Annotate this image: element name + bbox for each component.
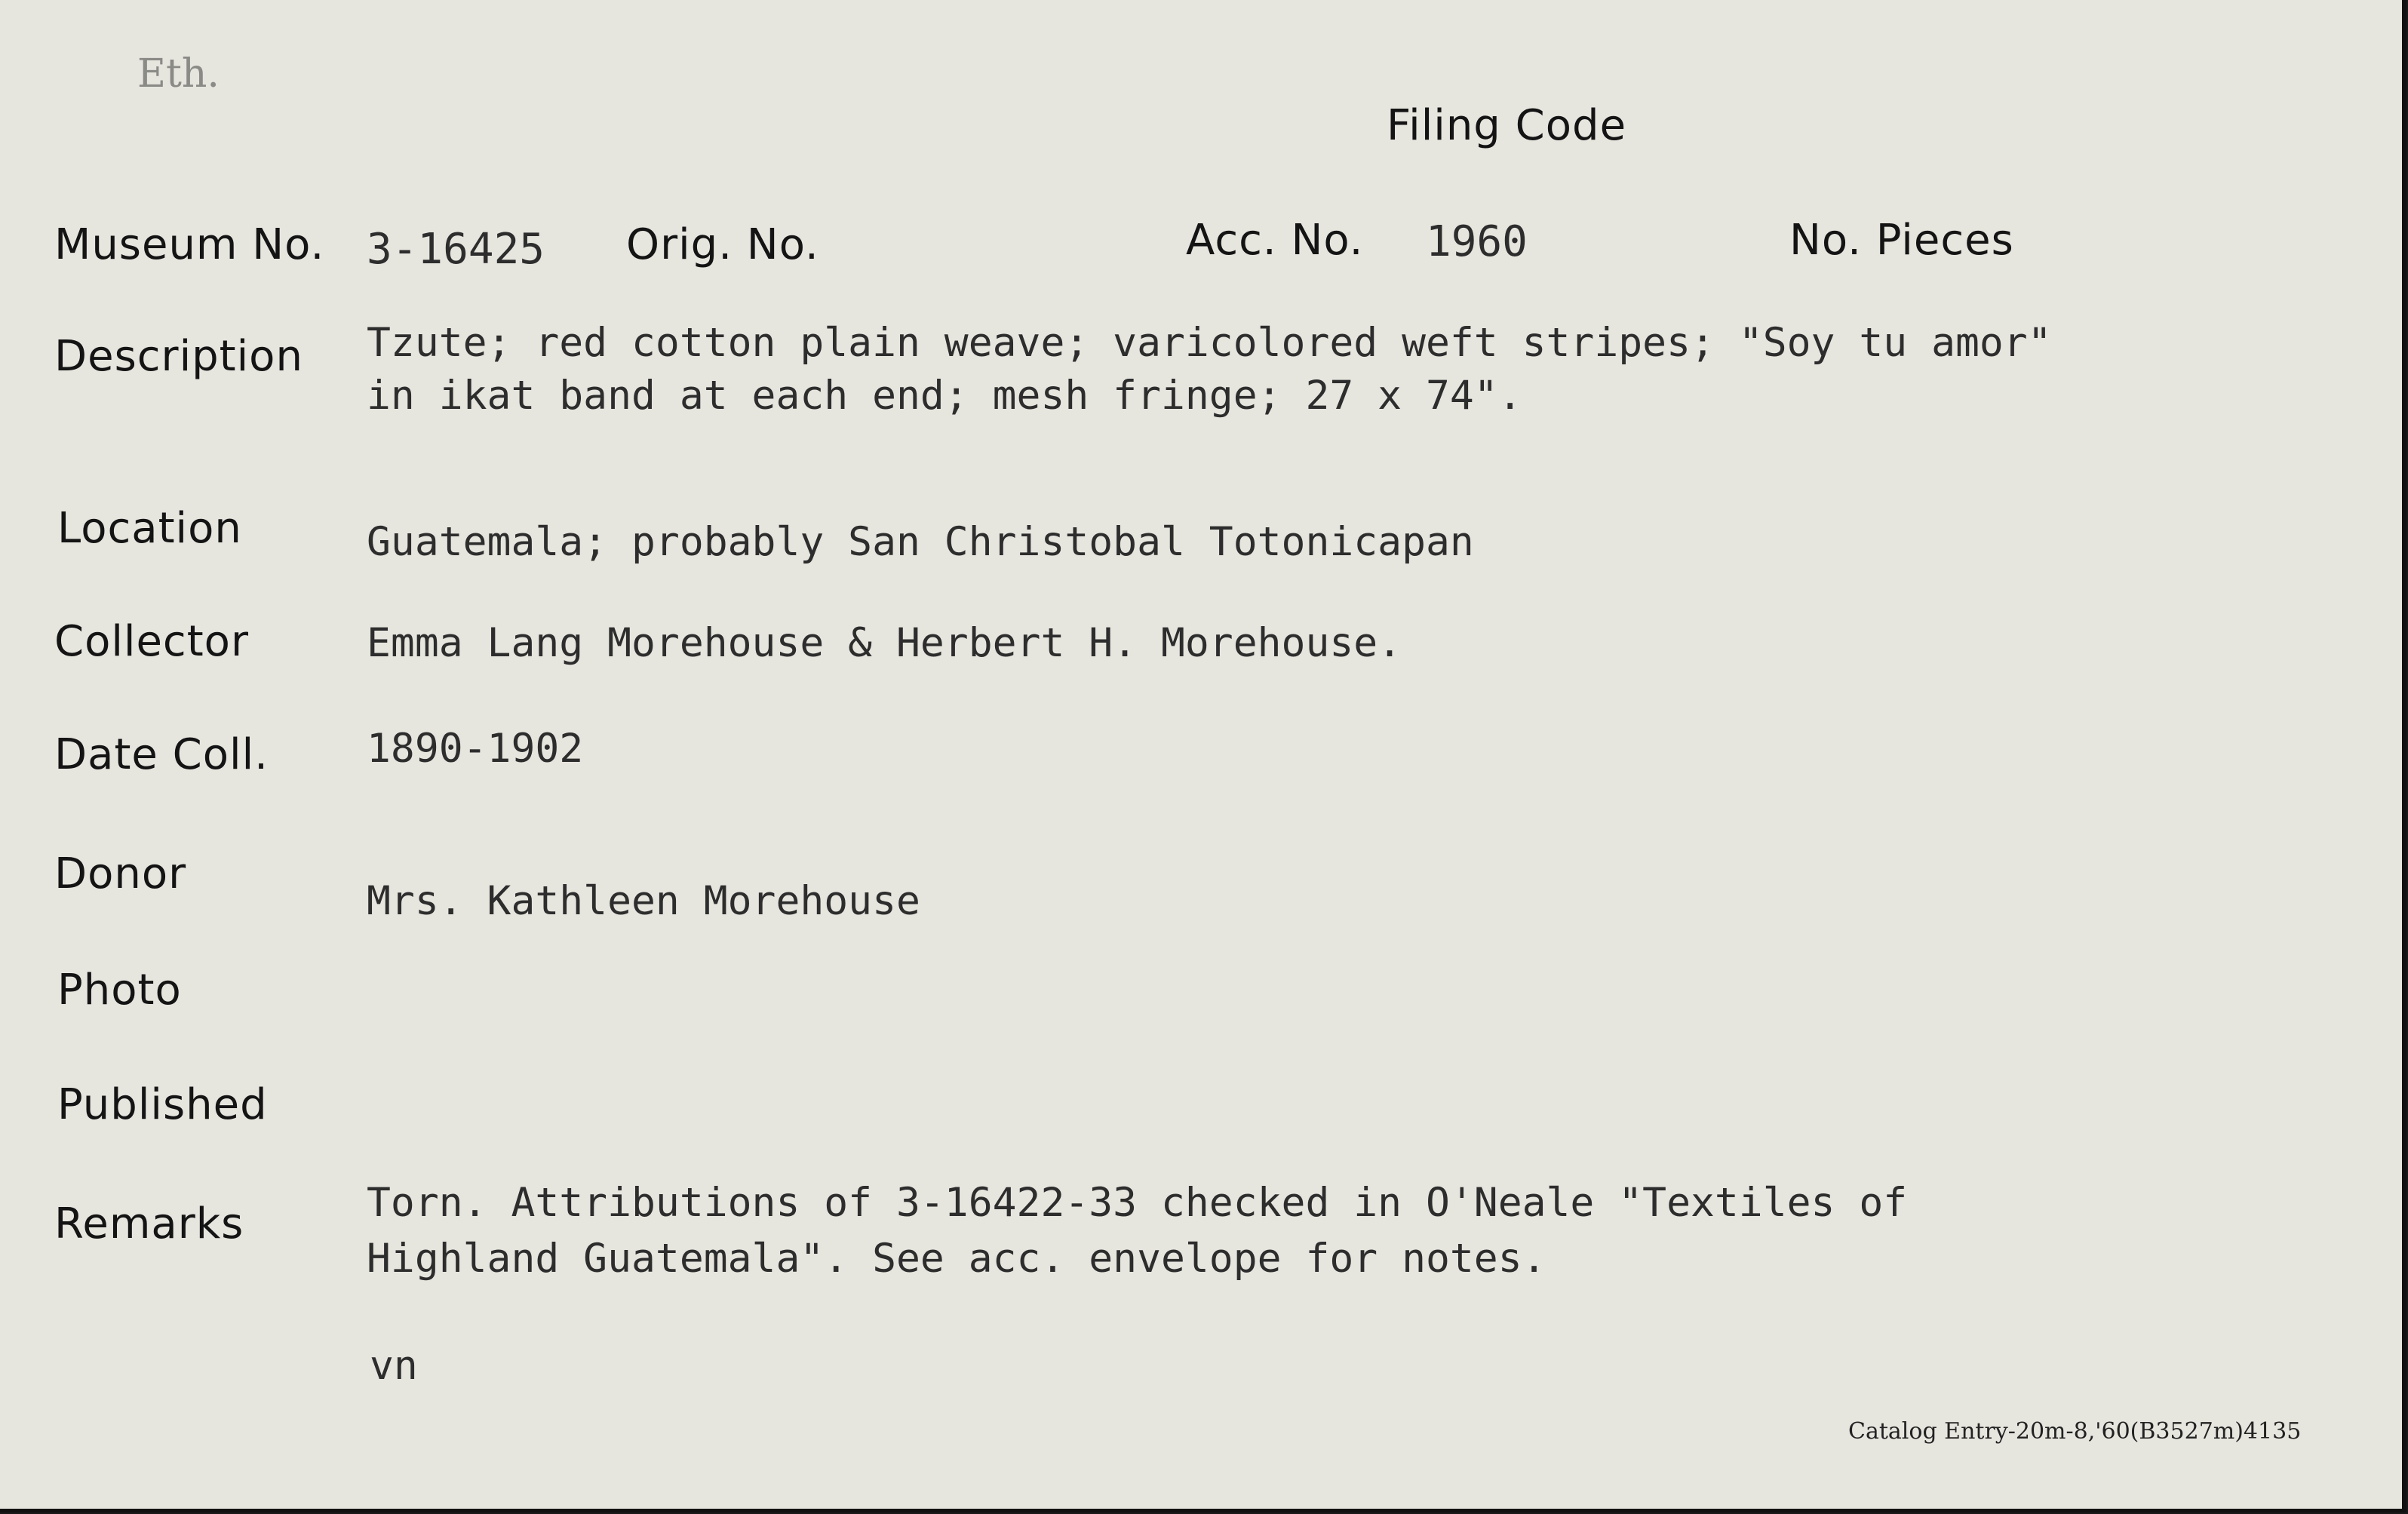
- donor-label: Donor: [54, 849, 187, 898]
- remarks-label: Remarks: [54, 1199, 244, 1248]
- no-pieces-label: No. Pieces: [1789, 216, 2014, 265]
- donor-value: Mrs. Kathleen Morehouse: [367, 878, 920, 924]
- description-line-2: in ikat band at each end; mesh fringe; 27 x 74".: [367, 373, 1522, 419]
- collector-label: Collector: [54, 617, 249, 666]
- acc-no-value: 1960: [1426, 217, 1528, 266]
- initials: vn: [370, 1343, 418, 1389]
- collector-value: Emma Lang Morehouse & Herbert H. Morehouse.: [367, 620, 1402, 666]
- print-code: Catalog Entry-20m-8,'60(B3527m)4135: [1848, 1418, 2302, 1445]
- description-label: Description: [54, 332, 303, 381]
- date-coll-value: 1890-1902: [367, 726, 584, 772]
- department-mark: Eth.: [137, 51, 220, 97]
- photo-label: Photo: [57, 966, 182, 1015]
- description-line-1: Tzute; red cotton plain weave; varicolored weft stripes; "Soy tu amor": [367, 320, 2052, 366]
- remarks-line-1: Torn. Attributions of 3-16422-33 checked in O'Neale "Textiles of: [367, 1180, 1908, 1226]
- remarks-line-2: Highland Guatemala". See acc. envelope for notes.: [367, 1236, 1546, 1282]
- date-coll-label: Date Coll.: [54, 730, 269, 779]
- acc-no-label: Acc. No.: [1186, 216, 1364, 265]
- location-label: Location: [57, 504, 242, 553]
- museum-no-value: 3-16425: [367, 225, 545, 274]
- filing-code-label: Filing Code: [1387, 101, 1627, 150]
- published-label: Published: [57, 1080, 268, 1129]
- orig-no-label: Orig. No.: [626, 220, 819, 269]
- museum-no-label: Museum No.: [54, 220, 325, 269]
- location-value: Guatemala; probably San Christobal Totonicapan: [367, 519, 1474, 565]
